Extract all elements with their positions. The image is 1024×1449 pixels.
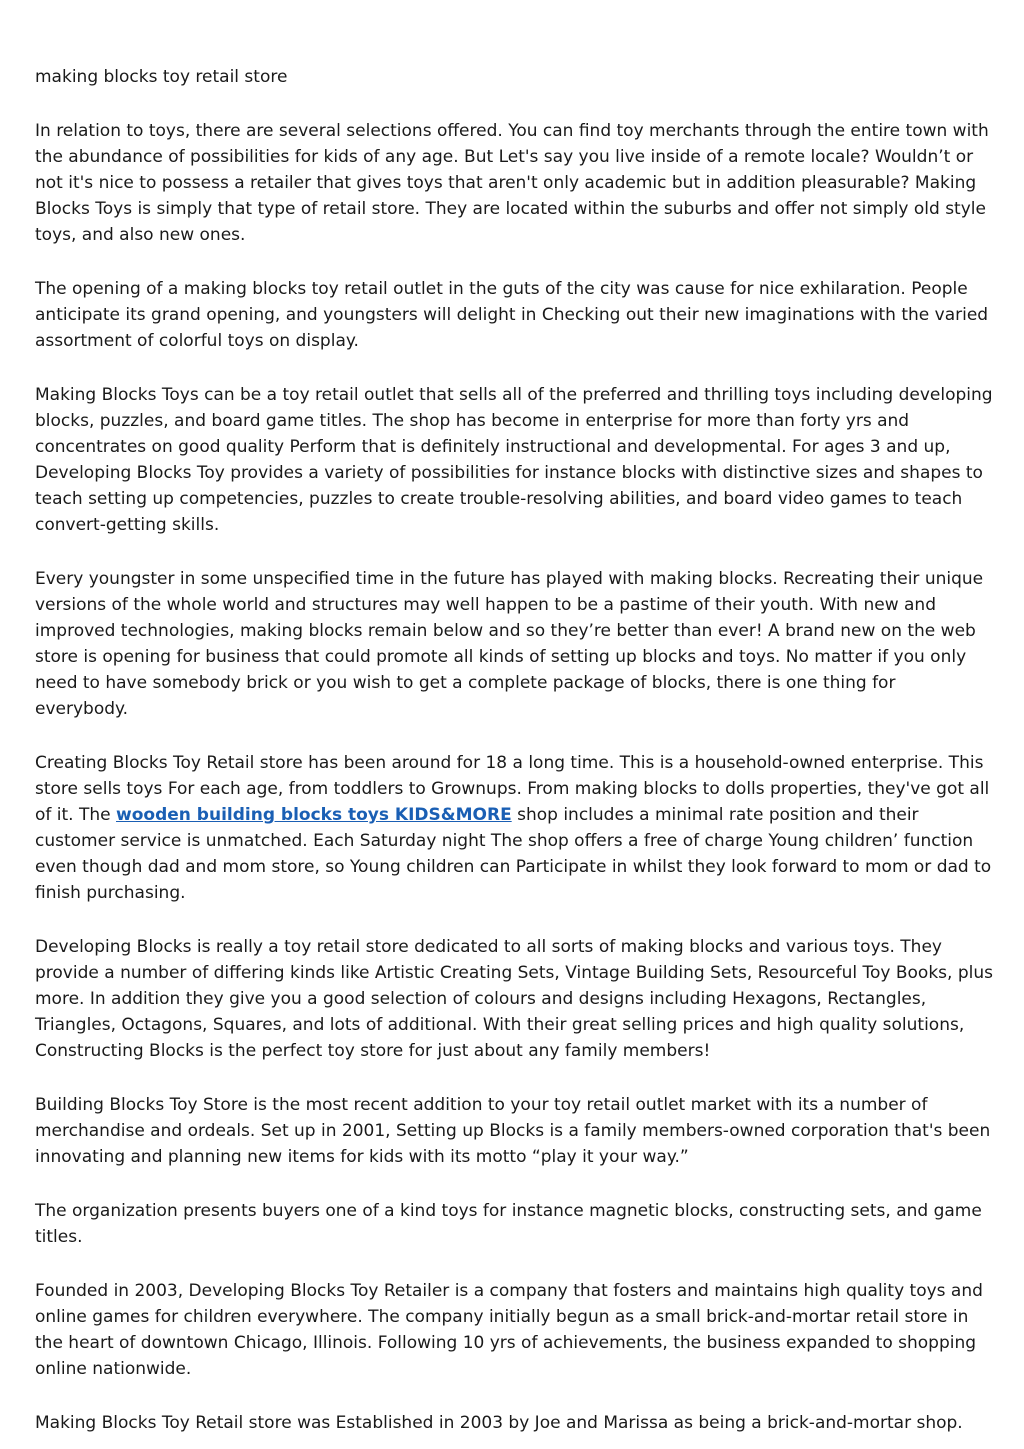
paragraph-10: Making Blocks Toy Retail store was Established in 2003 by Joe and Marissa as being a brick-and-mortar shop. bbox=[35, 1413, 963, 1433]
document-page bbox=[35, 64, 993, 1436]
paragraph-4: Every youngster in some unspecified time in the future has played with making blocks. Recreating their unique versions of the whole world and structures may well happen to be a pastime of their youth. With new and improved technologies, making blocks remain below and so they’re better than ever! A brand new on the web store is opening for business that could promote all kinds of setting up blocks and toys. No matter if you only need to have somebody brick or you wish to get a complete package of blocks, there is one thing for everybody. bbox=[35, 569, 984, 719]
paragraph-2: The opening of a making blocks toy retail outlet in the guts of the city was cause for nice exhilaration. People anticipate its grand opening, and youngsters will delight in Checking out their new imaginations with the varied assortment of colorful toys on display. bbox=[35, 279, 989, 351]
paragraph-5-text-before: Creating Blocks Toy Retail store has been around for 18 a long time. This is a household-owned enterprise. This store sells toys For each age, from toddlers to Grownups. From making blocks to dolls properties, they've got all of it. The bbox=[35, 753, 990, 825]
paragraph-1: In relation to toys, there are several selections offered. You can find toy merchants through the entire town with the abundance of possibilities for kids of any age. But Let's say you live inside of a remote locale? Wouldn’t or not it's nice to possess a retailer that gives toys that aren't only academic but in addition pleasurable? Making Blocks Toys is simply that type of retail store. They are located within the suburbs and offer not simply old style toys, and also new ones. bbox=[35, 121, 989, 245]
paragraph-7: Building Blocks Toy Store is the most recent addition to your toy retail outlet market with its a number of merchandise and ordeals. Set up in 2001, Setting up Blocks is a family members-owned corporation that's been innovating and planning new items for kids with its motto “play it your way.” bbox=[35, 1095, 991, 1167]
paragraph-3: Making Blocks Toys can be a toy retail outlet that sells all of the preferred and thrilling toys including developing blocks, puzzles, and board game titles. The shop has become in enterprise for more than forty yrs and concentrates on good quality Perform that is definitely instructional and developmental. For ages 3 and up, Developing Blocks Toy provides a variety of possibilities for instance blocks with distinctive sizes and shapes to teach setting up competencies, puzzles to create trouble-resolving abilities, and board video games to teach convert-getting skills. bbox=[35, 385, 993, 535]
kids-and-more-link[interactable]: wooden building blocks toys KIDS&MORE bbox=[116, 805, 512, 825]
paragraph-6: Developing Blocks is really a toy retail store dedicated to all sorts of making blocks and various toys. They provide a number of differing kinds like Artistic Creating Sets, Vintage Building Sets, Resourceful Toy Books, plus more. In addition they give you a good selection of colours and designs including Hexagons, Rectangles, Triangles, Octagons, Squares, and lots of additional. With their great selling prices and high quality solutions, Constructing Blocks is the perfect toy store for just about any family members! bbox=[35, 937, 993, 1061]
document-title: making blocks toy retail store bbox=[35, 67, 288, 87]
paragraph-5-text-after: shop includes a minimal rate position and their customer service is unmatched. Each Saturday night The shop offers a free of charge Young children’ function even though dad and mom store, so Young children can Participate in whilst they look forward to mom or dad to finish purchasing. bbox=[35, 805, 992, 903]
paragraph-5 bbox=[35, 750, 993, 906]
paragraph-8: The organization presents buyers one of a kind toys for instance magnetic blocks, constructing sets, and game titles. bbox=[35, 1201, 982, 1247]
paragraph-9: Founded in 2003, Developing Blocks Toy Retailer is a company that fosters and maintains high quality toys and online games for children everywhere. The company initially begun as a small brick-and-mortar retail store in the heart of downtown Chicago, Illinois. Following 10 yrs of achievements, the business expanded to shopping online nationwide. bbox=[35, 1281, 983, 1379]
